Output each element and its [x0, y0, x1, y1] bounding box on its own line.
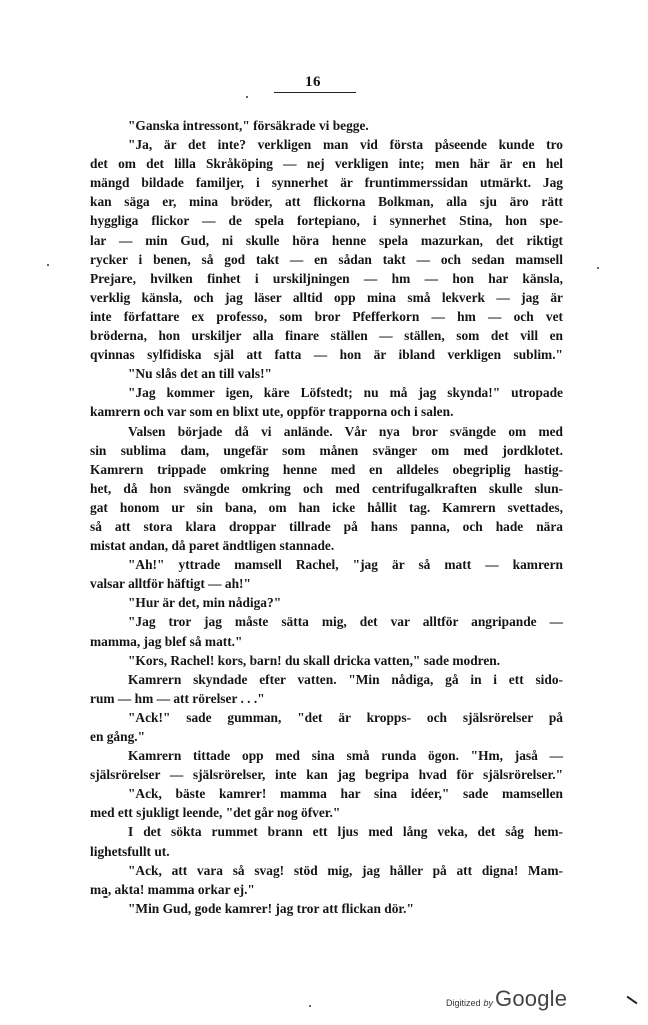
text-line: Kamrern trippade omkring henne med en alldeles obegriplig hastig-	[90, 461, 563, 477]
by-label: by	[483, 998, 494, 1008]
text-line: "Ah!" yttrade mamsell Rachel, "jag är så matt — kamrern	[128, 557, 563, 573]
digitized-by-google-watermark	[446, 986, 567, 1012]
text-line: "Ja, är det inte? verkligen man vid första påseende kunde tro	[128, 137, 563, 153]
header-rule	[274, 92, 356, 93]
text-line: valsar alltför häftigt — ah!"	[90, 576, 251, 592]
page-number: 16	[305, 74, 321, 90]
text-line: lighetsfullt ut.	[90, 843, 170, 859]
text-line: Prejare, hvilken finhet i urskiljningen — hm — hon har känsla,	[90, 270, 563, 286]
text-line: kamrern och var som en blixt ute, oppför trapporna och i salen.	[90, 404, 454, 420]
text-line: Kamrern tittade opp med sina små runda ögon. "Hm, jaså —	[128, 748, 563, 764]
text-line: mängd bildade familjer, i synnerhet är fruntimmerssidan utmärkt. Jag	[90, 175, 563, 191]
text-line: mamma, jag blef så matt."	[90, 633, 243, 649]
text-line: en gång."	[90, 729, 146, 744]
text-line: het, då hon svängde omkring och med centrifugalkraften skulle slun-	[90, 480, 563, 496]
digitized-label: Digitized	[446, 998, 481, 1008]
text-line: qvinnas sylfidiska själ att fatta — hon är ibland verkligen sublim."	[90, 347, 563, 363]
body-text	[90, 116, 563, 918]
text-line: verklig känsla, och jag läser alltid opp mina små lekverk — jag är	[90, 289, 563, 305]
text-line: Valsen började då vi anlände. Vår nya bror svängde om med	[128, 423, 563, 439]
scan-edge-mark	[627, 996, 638, 1005]
text-line: "Ack!" sade gumman, "det är kropps- och själsrörelser på	[128, 709, 563, 725]
text-line: inte författare ex professo, som bror Pfefferkorn — hm — och vet	[90, 308, 563, 324]
text-line: rycker i benen, så god takt — en sådan takt — och sedan mamsell	[90, 251, 563, 267]
text-line: I det sökta rummet brann ett ljus med lång veka, det såg hem-	[128, 824, 563, 840]
text-line: lar — min Gud, ni skulle höra henne spela mazurkan, det riktigt	[90, 232, 563, 248]
dust-speck	[246, 96, 248, 98]
text-line: hyggliga flickor — de spela fortepiano, i synnerhet Stina, hon spe-	[90, 213, 563, 229]
dust-speck	[47, 264, 49, 266]
text-line: så att stora klara droppar tillrade på hans panna, och hade nära	[90, 518, 563, 534]
text-line: kan säga er, mina bröder, att flickorna Bolkman, alla sju äro rätt	[90, 194, 563, 210]
text-line: ma, akta! mamma orkar ej."	[90, 881, 255, 897]
text-line: "Ganska intressont," försäkrade vi begge.	[128, 118, 369, 133]
dust-speck	[309, 1005, 311, 1007]
text-line: med ett sjukligt leende, "det går nog öfver."	[90, 805, 341, 821]
google-logo: Google	[495, 986, 568, 1011]
text-line: mistat andan, då paret ändtligen stannade.	[90, 538, 335, 554]
text-line: själsrörelser — själsrörelser, inte kan jag begripa hvad för själsrörelser."	[90, 767, 563, 783]
text-line: Kamrern skyndade efter vatten. "Min nådiga, gå in i ett sido-	[128, 671, 563, 687]
text-line: "Min Gud, gode kamrer! jag tror att flickan dör."	[128, 900, 414, 916]
text-line: det om det lilla Skråköping — nej verkligen inte; men här är en hel	[90, 156, 563, 172]
text-line: "Jag tror jag måste sätta mig, det var alltför angripande —	[128, 614, 563, 630]
dust-speck	[597, 267, 599, 269]
text-line: rum — hm — att rörelser . . ."	[90, 690, 265, 706]
text-line: sin sublima dam, ungefär som månen svänger om med jordklotet.	[90, 442, 563, 458]
text-line: "Jag kommer igen, käre Löfstedt; nu må jag skynda!" utropade	[128, 385, 563, 401]
text-line: "Ack, bäste kamrer! mamma har sina idéer," sade mamsellen	[128, 786, 563, 802]
text-line: gat honom ur sin bana, om han icke hållit tag. Kamrern svettades,	[90, 499, 563, 515]
text-line: "Hur är det, min nådiga?"	[128, 595, 282, 611]
text-line: "Kors, Rachel! kors, barn! du skall dricka vatten," sade modren.	[128, 652, 501, 668]
text-line: bröderna, hon urskiljer alla finare ställen — ställen, som det vill en	[90, 328, 563, 344]
text-line: "Ack, att vara så svag! stöd mig, jag håller på att digna! Mam-	[128, 862, 563, 878]
text-line: "Nu slås det an till vals!"	[128, 366, 272, 382]
